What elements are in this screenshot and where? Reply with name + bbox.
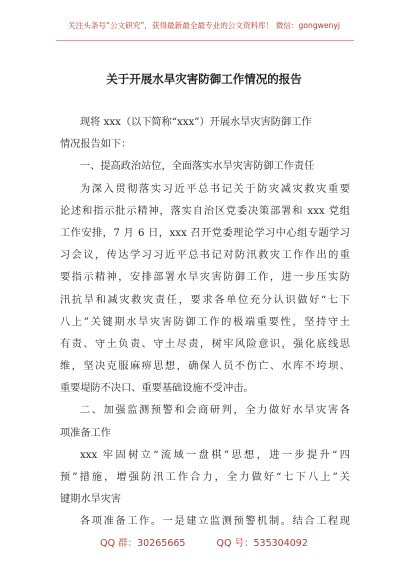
body-line: 预”措施，增强防汛工作合力，全力做好“七下八上”关 bbox=[60, 472, 350, 483]
footer-qq-group: QQ 群：30265665 bbox=[100, 538, 186, 549]
body-line: 论述和指示批示精神，落实自治区党委决策部署和 xxx 党组 bbox=[60, 205, 350, 217]
body-line: xxx 牢固树立“流域一盘棋”思想，进一步提升“四 bbox=[80, 449, 350, 461]
body-line: 重要堤防不决口、重要基础设施不受冲击。 bbox=[60, 383, 254, 395]
body-line: 习会议，传达学习习近平总书记对防汛救灾工作作出的重 bbox=[60, 250, 350, 262]
body-line: 各项准备工作。一是建立监测预警机制。结合工程现 bbox=[80, 516, 350, 528]
body-line: 为深入贯彻落实习近平总书记关于防灾减灾救灾重要 bbox=[80, 183, 350, 195]
footer-qq-number: QQ 号：535304092 bbox=[216, 538, 308, 549]
body-line: 八上”关键期水旱灾害防御工作的极端重要性，坚持守土 bbox=[60, 316, 350, 328]
body-line: 要指示精神，安排部署水旱灾害防御工作，进一步压实防 bbox=[60, 272, 350, 284]
body-line: 情况报告如下： bbox=[60, 139, 132, 151]
body-line: 键期水旱灾害 bbox=[60, 494, 122, 506]
body-line: 现将 xxx（以下简称“xxx”）开展水旱灾害防御工作 bbox=[80, 117, 312, 128]
document-title: 关于开展水旱灾害防御工作情况的报告 bbox=[106, 72, 302, 86]
header-notice: 关注头条号“公文研究”，获得最新最全最专业的公文资料库！ 微信：gongwenyj bbox=[68, 21, 340, 30]
footer-contact bbox=[0, 535, 408, 549]
section-heading: 一、提高政治站位，全面落实水旱灾害防御工作责任 bbox=[80, 161, 315, 173]
body-line: 汛抗旱和减灾救灾责任，要求各单位充分认识做好“七下 bbox=[60, 294, 350, 306]
section-heading: 二、加强监测预警和会商研判，全力做好水旱灾害各 bbox=[80, 405, 350, 417]
document-body bbox=[60, 112, 350, 534]
body-line: 工作安排，7 月 6 日，xxx 召开党委理论学习中心组专题学习 bbox=[60, 227, 350, 239]
section-heading: 项准备工作 bbox=[60, 427, 111, 439]
body-line: 维，坚决克服麻痹思想，确保人员不伤亡、水库不垮坝、 bbox=[60, 361, 350, 373]
body-line: 有责、守土负责、守土尽责，树牢风险意识，强化底线思 bbox=[60, 338, 350, 350]
header-divider bbox=[56, 40, 354, 41]
